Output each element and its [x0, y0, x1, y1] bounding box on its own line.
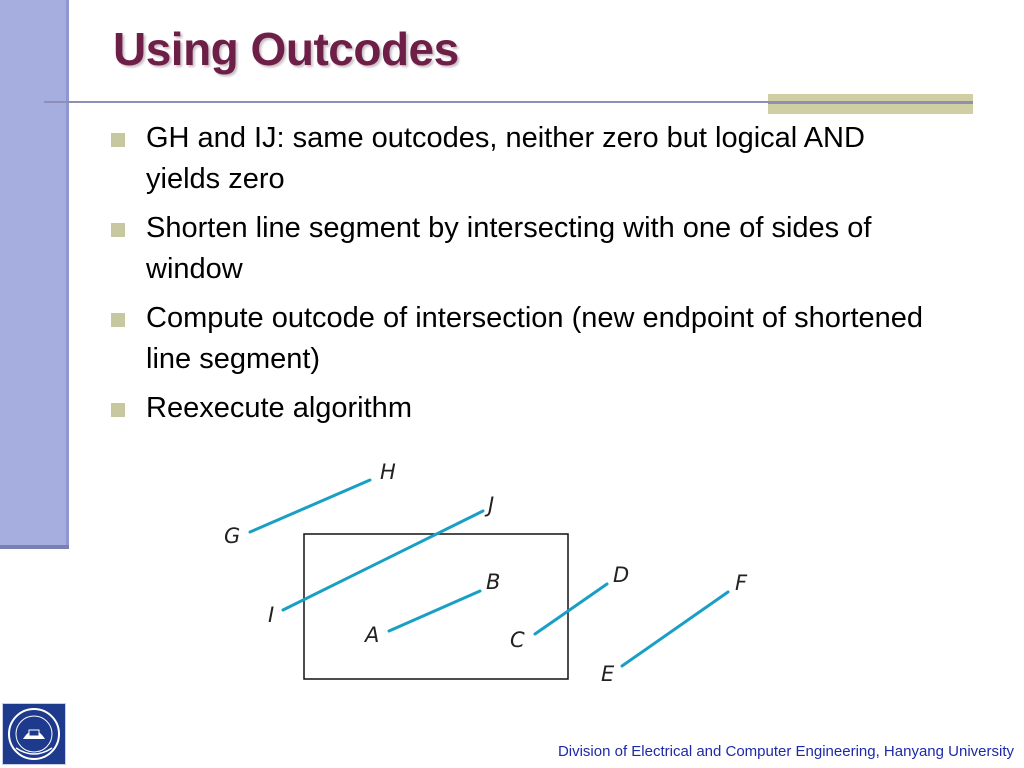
university-seal-icon [2, 703, 66, 765]
title-rule-accent [768, 94, 973, 114]
square-bullet-icon [111, 403, 125, 417]
segment-gh [250, 480, 370, 532]
label-j: J [488, 493, 495, 517]
title-rule-accent-line [768, 101, 973, 104]
label-b: B [486, 570, 501, 594]
left-band-border [66, 0, 69, 549]
label-f: F [735, 571, 748, 595]
label-h: H [380, 460, 396, 484]
label-g: G [224, 524, 241, 548]
bullet-item [110, 118, 930, 200]
bullet-item [110, 208, 930, 290]
bullet-item [110, 298, 930, 380]
label-e: E [601, 662, 615, 686]
bullet-text: Shorten line segment by intersecting with one of sides of window [146, 212, 872, 285]
label-d: D [613, 563, 630, 587]
clipping-window [304, 534, 568, 679]
bullet-text: GH and IJ: same outcodes, neither zero but logical AND yields zero [146, 122, 865, 195]
segment-cd [535, 584, 607, 634]
square-bullet-icon [111, 313, 125, 327]
left-band-bottom-edge [0, 545, 69, 549]
segment-ab [389, 591, 480, 631]
label-c: C [510, 628, 525, 652]
square-bullet-icon [111, 133, 125, 147]
segment-ij [283, 511, 483, 610]
bullet-text: Reexecute algorithm [146, 392, 412, 424]
label-i: I [268, 603, 275, 627]
label-a: A [365, 623, 380, 647]
left-decorative-band [0, 0, 68, 548]
bullet-item [110, 388, 930, 429]
square-bullet-icon [111, 223, 125, 237]
slide-title: Using Outcodes [113, 23, 459, 75]
footer-text: Division of Electrical and Computer Engineering, Hanyang University [557, 743, 1014, 760]
bullet-text: Compute outcode of intersection (new endpoint of shortened line segment) [146, 302, 924, 375]
bullet-list [110, 118, 930, 437]
segment-ef [622, 592, 728, 666]
